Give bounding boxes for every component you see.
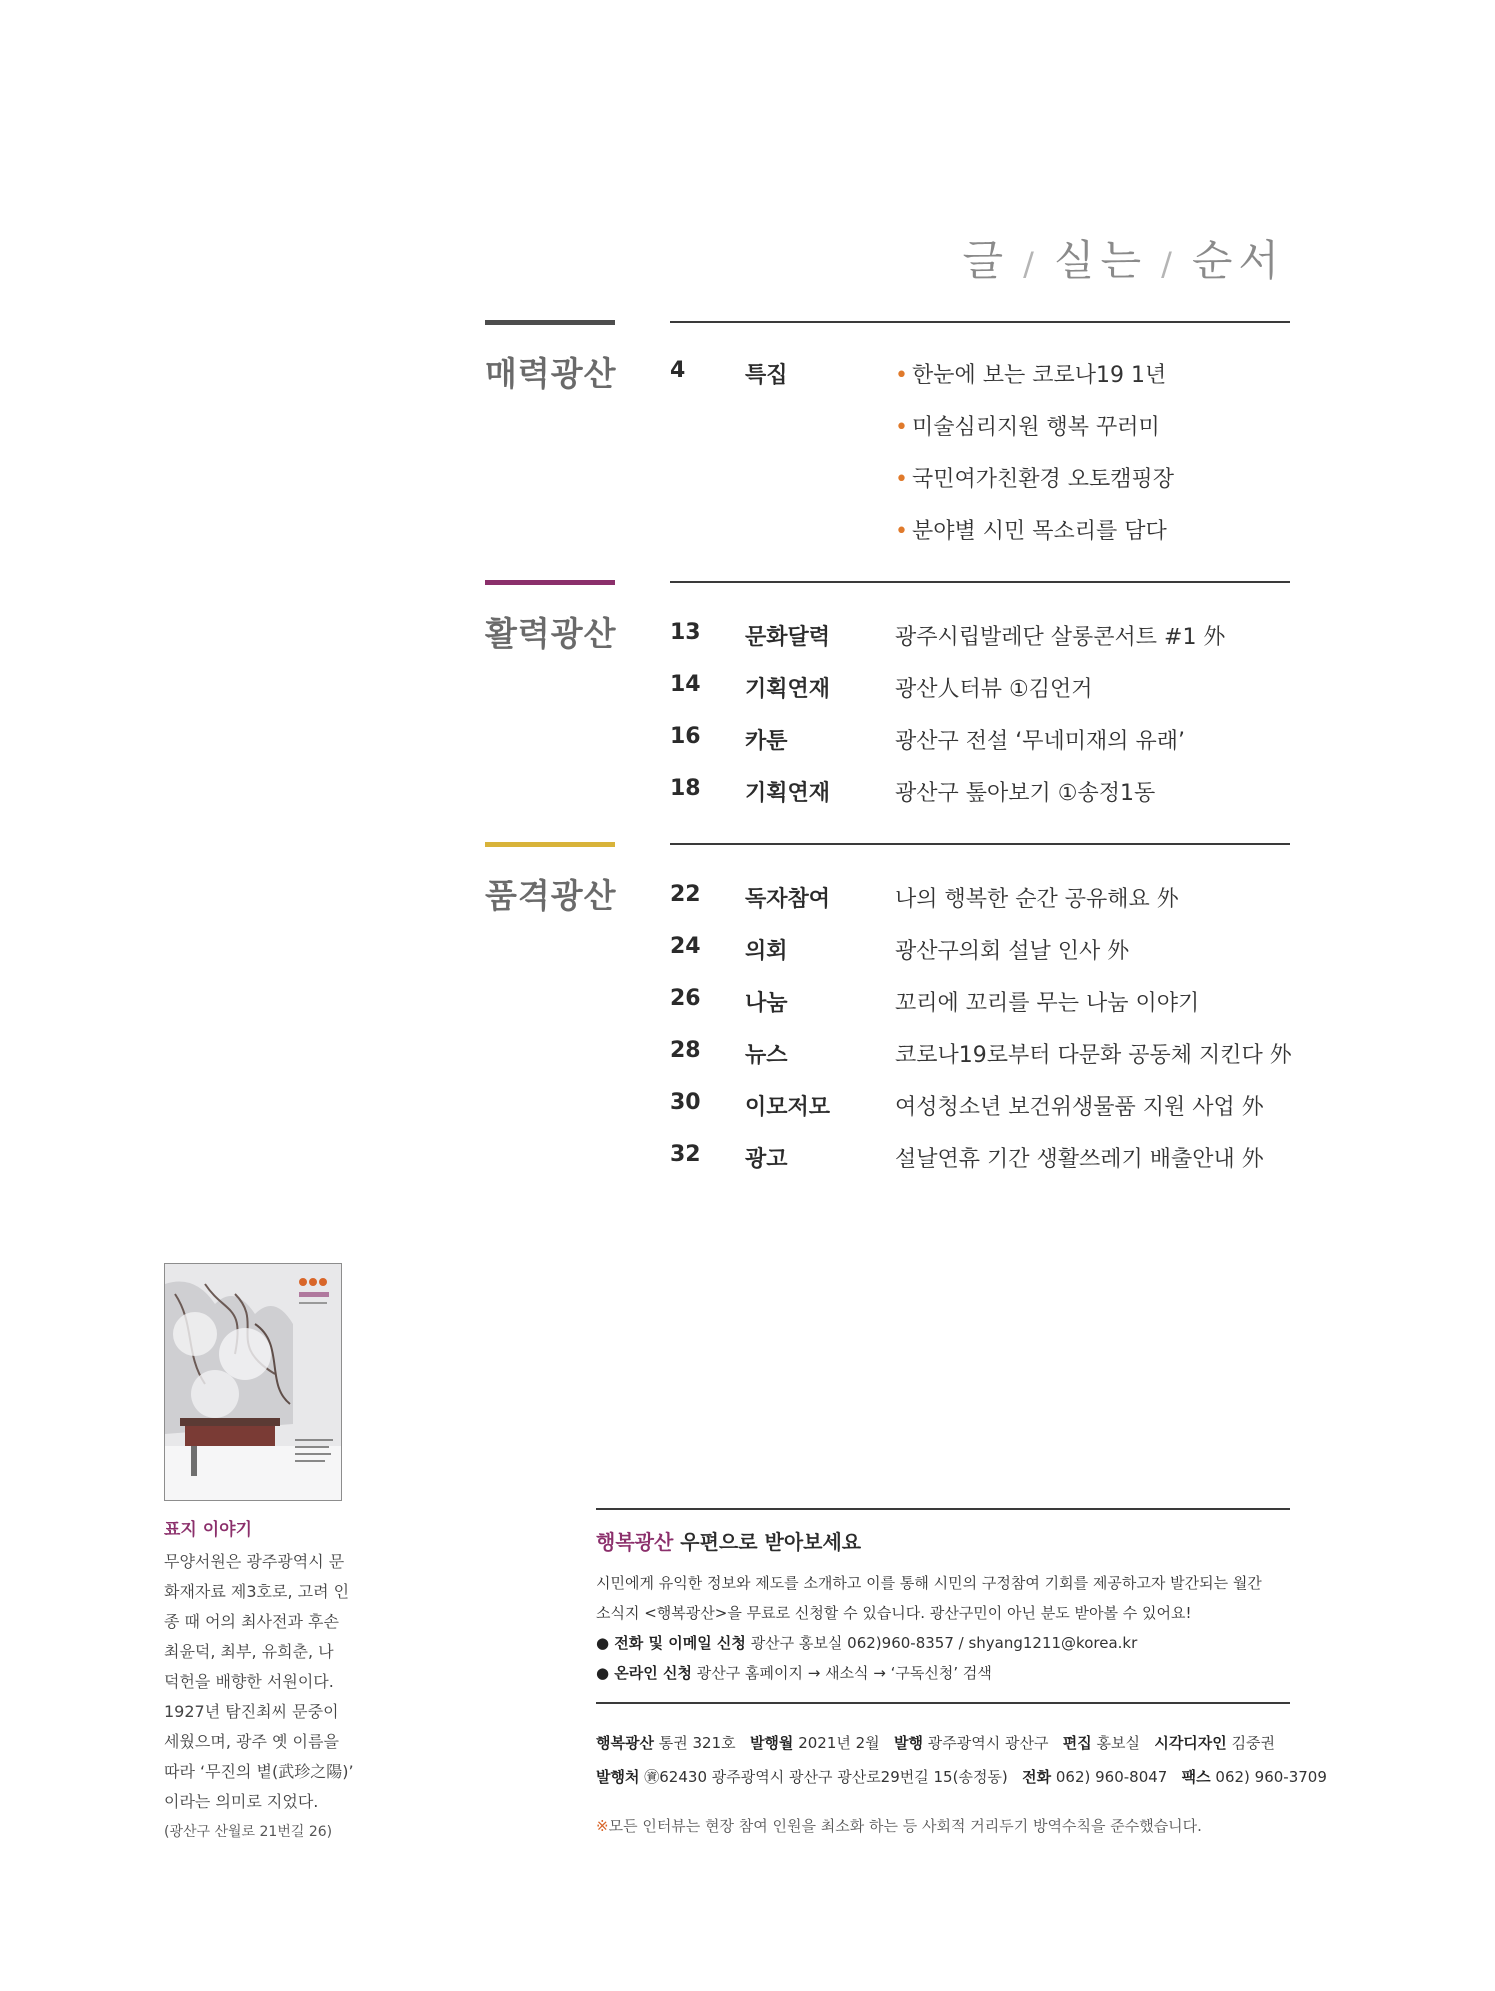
title-slash: / xyxy=(1023,245,1040,283)
cover-story-line: 종 때 어의 최사전과 후손 xyxy=(164,1612,339,1631)
category: 특집 xyxy=(745,363,788,388)
cover-photo-icon xyxy=(165,1264,341,1500)
cover-thumbnail[interactable] xyxy=(164,1263,342,1501)
category: 나눔 xyxy=(745,991,788,1016)
toc-row[interactable] xyxy=(670,358,1290,410)
article-title: 코로나19로부터 다문화 공동체 지킨다 外 xyxy=(895,1043,1292,1068)
colophon-label: 발행처 xyxy=(596,1768,640,1786)
toc-row[interactable] xyxy=(670,1090,1290,1142)
article-title: • 국민여가친환경 오토캠핑장 xyxy=(895,467,1175,492)
section-divider xyxy=(670,581,1290,583)
page-number: 14 xyxy=(670,672,701,697)
colophon-label: 발행 xyxy=(893,1734,923,1752)
colophon-label: 행복광산 xyxy=(596,1734,654,1752)
article-title: 여성청소년 보건위생물품 지원 사업 外 xyxy=(895,1095,1264,1120)
toc-row[interactable] xyxy=(670,514,1290,566)
colophon-label: 시각디자인 xyxy=(1154,1734,1227,1752)
toc-row[interactable] xyxy=(670,882,1290,934)
title-part-2: 실는 xyxy=(1053,236,1148,285)
notice xyxy=(596,1815,1202,1836)
toc-row[interactable] xyxy=(670,410,1290,462)
page-number: 28 xyxy=(670,1038,701,1063)
phone-application xyxy=(596,1628,1296,1658)
subscription-headline: 우편으로 받아보세요 xyxy=(680,1530,862,1554)
page-number: 24 xyxy=(670,934,701,959)
category: 기획연재 xyxy=(745,677,831,702)
toc-row[interactable] xyxy=(670,776,1290,828)
toc-row[interactable] xyxy=(670,620,1290,672)
page-number: 32 xyxy=(670,1142,701,1167)
title-part-1: 글 xyxy=(962,236,1010,285)
section-divider xyxy=(670,843,1290,845)
category: 카툰 xyxy=(745,729,788,754)
colophon-value: 김중권 xyxy=(1231,1734,1276,1752)
colophon-label: 발행월 xyxy=(749,1734,794,1752)
cover-story-line: 1927년 탐진최씨 문중이 xyxy=(164,1702,339,1721)
article-title: 광산구 톺아보기 ①송정1동 xyxy=(895,781,1156,806)
cover-story-line: 무양서원은 광주광역시 문 xyxy=(164,1552,345,1571)
colophon xyxy=(596,1726,1327,1794)
article-title: 광산구의회 설날 인사 外 xyxy=(895,939,1130,964)
page-title xyxy=(963,228,1285,288)
colophon-value: 062) 960-8047 xyxy=(1055,1768,1168,1786)
section-title: 활력광산 xyxy=(485,614,617,653)
category: 독자참여 xyxy=(745,887,831,912)
toc-row[interactable] xyxy=(670,986,1290,1038)
article-title: 광산人터뷰 ①김언거 xyxy=(895,677,1093,702)
colophon-value: 통권 321호 xyxy=(658,1734,736,1752)
cover-story-line: 최윤덕, 최부, 유희춘, 나 xyxy=(164,1642,334,1661)
page-number: 30 xyxy=(670,1090,701,1115)
article-title: 설날연휴 기간 생활쓰레기 배출안내 外 xyxy=(895,1147,1264,1172)
subscription-body xyxy=(596,1568,1296,1688)
divider xyxy=(596,1508,1290,1510)
page-number: 26 xyxy=(670,986,701,1011)
page-number: 18 xyxy=(670,776,701,801)
bullet-icon: • xyxy=(895,415,908,440)
article-title: 나의 행복한 순간 공유해요 外 xyxy=(895,887,1179,912)
colophon-label: 전화 xyxy=(1022,1768,1052,1786)
colophon-label: 편집 xyxy=(1062,1734,1092,1752)
article-title: • 미술심리지원 행복 꾸러미 xyxy=(895,415,1160,440)
brand-name: 행복광산 xyxy=(596,1530,674,1554)
toc-row[interactable] xyxy=(670,724,1290,776)
online-label: ● 온라인 신청 xyxy=(596,1664,692,1682)
toc-row[interactable] xyxy=(670,1038,1290,1090)
category: 문화달력 xyxy=(745,625,831,650)
phone-text[interactable]: 광산구 홍보실 062)960-8357 / shyang1211@korea.kr xyxy=(750,1634,1138,1652)
divider xyxy=(596,1702,1290,1704)
subscription-heading xyxy=(596,1526,861,1555)
title-slash: / xyxy=(1161,245,1178,283)
section-bar xyxy=(485,580,615,585)
section-bar xyxy=(485,842,615,847)
toc-row[interactable] xyxy=(670,934,1290,986)
article-title: • 분야별 시민 목소리를 담다 xyxy=(895,519,1167,544)
category: 뉴스 xyxy=(745,1043,788,1068)
colophon-value: 광주광역시 광산구 xyxy=(927,1734,1049,1752)
cover-story-title: 표지 이야기 xyxy=(164,1520,253,1540)
section-bar xyxy=(485,320,615,325)
cover-story-line: 따라 ‘무진의 볕(武珍之陽)’ xyxy=(164,1762,354,1781)
cover-story-line: 세웠으며, 광주 옛 이름을 xyxy=(164,1732,339,1751)
article-title: • 한눈에 보는 코로나19 1년 xyxy=(895,363,1167,388)
body-line: 소식지 <행복광산>을 무료로 신청할 수 있습니다. 광산구민이 아닌 분도 받아볼 수 있어요! xyxy=(596,1604,1192,1622)
cover-story-line: 이라는 의미로 지었다. xyxy=(164,1792,319,1811)
category: 기획연재 xyxy=(745,781,831,806)
online-application xyxy=(596,1658,1296,1688)
section-title: 매력광산 xyxy=(485,354,617,393)
article-title: 광산구 전설 ‘무네미재의 유래’ xyxy=(895,729,1185,754)
colophon-value: 2021년 2월 xyxy=(798,1734,880,1752)
page-number: 22 xyxy=(670,882,701,907)
title-part-3: 순서 xyxy=(1191,236,1285,285)
bullet-icon: • xyxy=(895,467,908,492)
article-title: 꼬리에 꼬리를 무는 나눔 이야기 xyxy=(895,991,1200,1016)
category: 의회 xyxy=(745,939,788,964)
section-title: 품격광산 xyxy=(485,876,617,915)
colophon-value: 홍보실 xyxy=(1096,1734,1141,1752)
section-divider xyxy=(670,321,1290,323)
cover-story xyxy=(164,1515,364,1847)
colophon-line-1 xyxy=(596,1726,1296,1760)
bullet-icon: • xyxy=(895,363,908,388)
phone-label: ● 전화 및 이메일 신청 xyxy=(596,1634,746,1652)
cover-story-line: 덕헌을 배향한 서원이다. xyxy=(164,1672,334,1691)
colophon-value: ㊮62430 광주광역시 광산구 광산로29번길 15(송정동) xyxy=(644,1768,1008,1786)
notice-text: 모든 인터뷰는 현장 참여 인원을 최소화 하는 등 사회적 거리두기 방역수칙을 준수했습니다. xyxy=(608,1817,1202,1835)
cover-story-line: 화재자료 제3호로, 고려 인 xyxy=(164,1582,350,1601)
page-number: 4 xyxy=(670,358,686,383)
online-text[interactable]: 광산구 홈페이지 → 새소식 → ‘구독신청’ 검색 xyxy=(696,1664,992,1682)
page-number: 13 xyxy=(670,620,701,645)
cover-story-address: (광산구 산월로 21번길 26) xyxy=(164,1824,333,1840)
toc-row[interactable] xyxy=(670,1142,1290,1194)
body-line: 시민에게 유익한 정보와 제도를 소개하고 이를 통해 시민의 구정참여 기회를 제공하고자 발간되는 월간 xyxy=(596,1574,1262,1592)
article-title: 광주시립발레단 살롱콘서트 #1 外 xyxy=(895,625,1226,650)
category: 광고 xyxy=(745,1147,788,1172)
colophon-line-2 xyxy=(596,1760,1327,1794)
asterisk-icon: ※ xyxy=(596,1817,609,1835)
bullet-icon: • xyxy=(895,519,908,544)
toc-row[interactable] xyxy=(670,672,1290,724)
toc-row[interactable] xyxy=(670,462,1290,514)
colophon-label: 팩스 xyxy=(1181,1768,1211,1786)
category: 이모저모 xyxy=(745,1095,831,1120)
page-number: 16 xyxy=(670,724,701,749)
colophon-value: 062) 960-3709 xyxy=(1215,1768,1327,1786)
